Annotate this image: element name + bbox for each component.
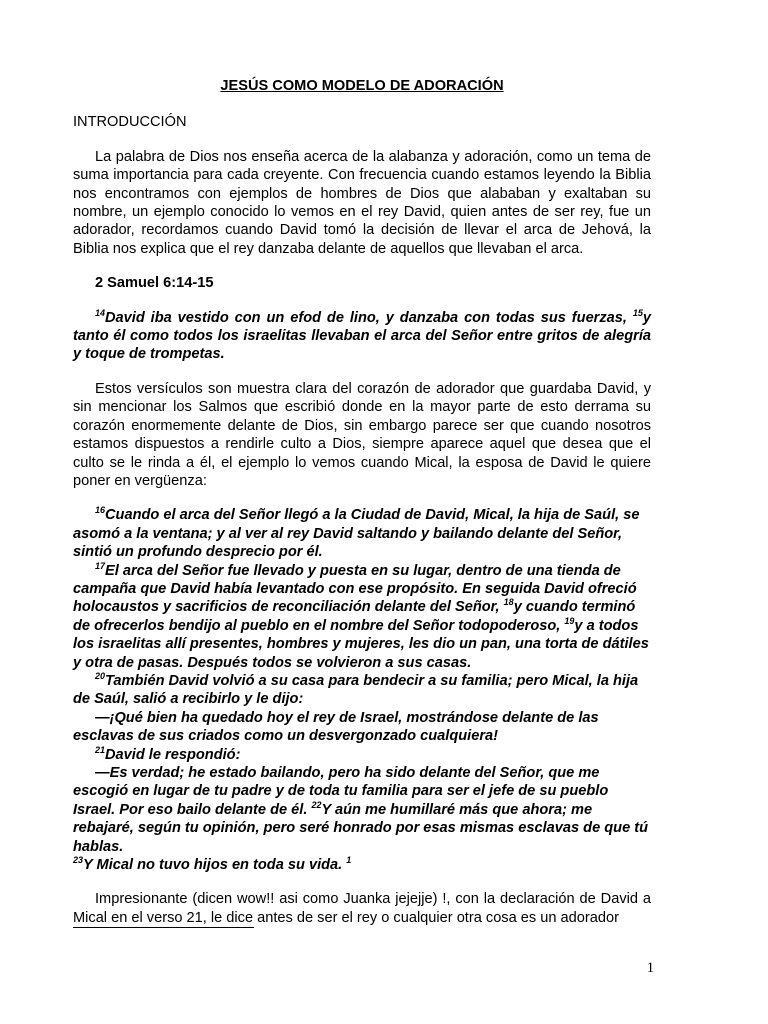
verse-number-14: 14 [95, 307, 106, 318]
verse-text-17: El arca del Señor fue llevado y puesta en su lugar, dentro de una tienda de campaña que David había levantado con ese propósito. En seguida David ofreció holocaustos y sacrificios de reconciliación delante del Señor, [73, 562, 637, 616]
quote-line-mical: —¡Qué bien ha quedado hoy el rey de Israel, mostrándose delante de las esclavas de sus criados como un desvergonzado cualquiera! [73, 709, 599, 745]
verse-number-21: 21 [95, 744, 106, 755]
introduction-paragraph: La palabra de Dios nos enseña acerca de la alabanza y adoración, como un tema de suma importancia para cada creyente. Con frecuencia cuando estamos leyendo la Biblia nos encontramos con ejemplos de hombres de Dios que alababan y exaltaban su nombre, un ejemplo conocido lo vemos en el rey David, quien antes de ser rey, fue un adorador, recordamos cuando David tomó la decisión de llevar el arca de Jehová, la Biblia nos explica que el rey danzaba delante de aquellos que llevaban el arca. [73, 148, 651, 257]
verse-text-21: David le respondió: [105, 746, 241, 763]
document-body [73, 77, 651, 943]
commentary-paragraph: Estos versículos son muestra clara del corazón de adorador que guardaba David, y sin mencionar los Salmos que escribió donde en la mayor parte de esto derrama su corazón enormemente delante de Dios, sin embargo parece ser que cuando nosotros estamos dispuestos a rendirle culto a Dios, siempre aparece aquel que desea que el culto se le rinda a él, el ejemplo lo vemos cuando Mical, la esposa de David le quiere poner en vergüenza: [73, 380, 651, 489]
verse-number-17: 17 [95, 560, 106, 571]
verse-line-17 [73, 562, 651, 672]
scripture-passage-samuel-6-16-23 [73, 506, 651, 874]
verse-number-19: 19 [564, 615, 575, 626]
verse-text-16: Cuando el arca del Señor llegó a la Ciudad de David, Mical, la hija de Saúl, se asomó a la ventana; y al ver al rey David saltando y bailando delante del Señor, sintió un profundo desprecio por él. [73, 507, 640, 561]
scripture-reference: 2 Samuel 6:14-15 [95, 275, 214, 292]
verse-text-14: David iba vestido con un efod de lino, y danzaba con todas sus fuerzas, [105, 309, 633, 326]
verse-number-18: 18 [503, 597, 514, 608]
verse-number-20: 20 [95, 671, 106, 682]
verse-text-22: Y aún me humillaré más que ahora; me rebajaré, según tu opinión, pero seré honrado por esas mismas esclavas de que tú hablas. [73, 801, 649, 855]
verse-line-20 [73, 672, 651, 709]
document-title: JESÚS COMO MODELO DE ADORACIÓN [220, 78, 504, 94]
page-number: 1 [646, 960, 654, 976]
verse-block-samuel-6-14-15 [73, 309, 651, 364]
introduction-heading: INTRODUCCIÓN [73, 114, 187, 131]
verse-line-21 [73, 746, 651, 764]
verse-number-16: 16 [95, 505, 106, 516]
verse-number-22: 22 [311, 799, 322, 810]
verse-line-23 [73, 856, 651, 874]
verse-text-18: y cuando terminó de ofrecerlos bendijo al pueblo en el nombre del Señor todopoderoso, [73, 599, 636, 634]
quote-line-david [73, 764, 651, 856]
verse-text-19: y a todos los israelitas allí presentes, hombres y mujeres, les dio un pan, una torta de dátiles y otra de pasas. Después todos se volvieron a sus casas. [73, 617, 649, 671]
verse-text-23: Y Mical no tuvo hijos en toda su vida. [83, 857, 347, 874]
footnote-separator [73, 927, 254, 928]
verse-text-15: y tanto él como todos los israelitas llevaban el arca del Señor entre gritos de alegría y toque de trompetas. [73, 309, 651, 363]
footnote-reference[interactable]: 1 [346, 855, 352, 866]
quote-text-david: —Es verdad; he estado bailando, pero ha sido delante del Señor, que me escogió en lugar de tu padre y de toda tu familia para ser el jefe de su pueblo Israel. Por eso bailo delante de él. [73, 765, 609, 818]
verse-line-16 [73, 506, 651, 561]
verse-number-15: 15 [632, 307, 643, 318]
closing-paragraph: Impresionante (dicen wow!! asi como Juanka jejejje) !, con la declaración de David a Mical en el verso 21, le dice antes de ser el rey o cualquier otra cosa es un adorador [73, 891, 651, 926]
verse-text-20: También David volvió a su casa para bendecir a su familia; pero Mical, la hija de Saúl, salió a recibirlo y le dijo: [73, 672, 639, 708]
verse-number-23: 23 [73, 855, 84, 866]
